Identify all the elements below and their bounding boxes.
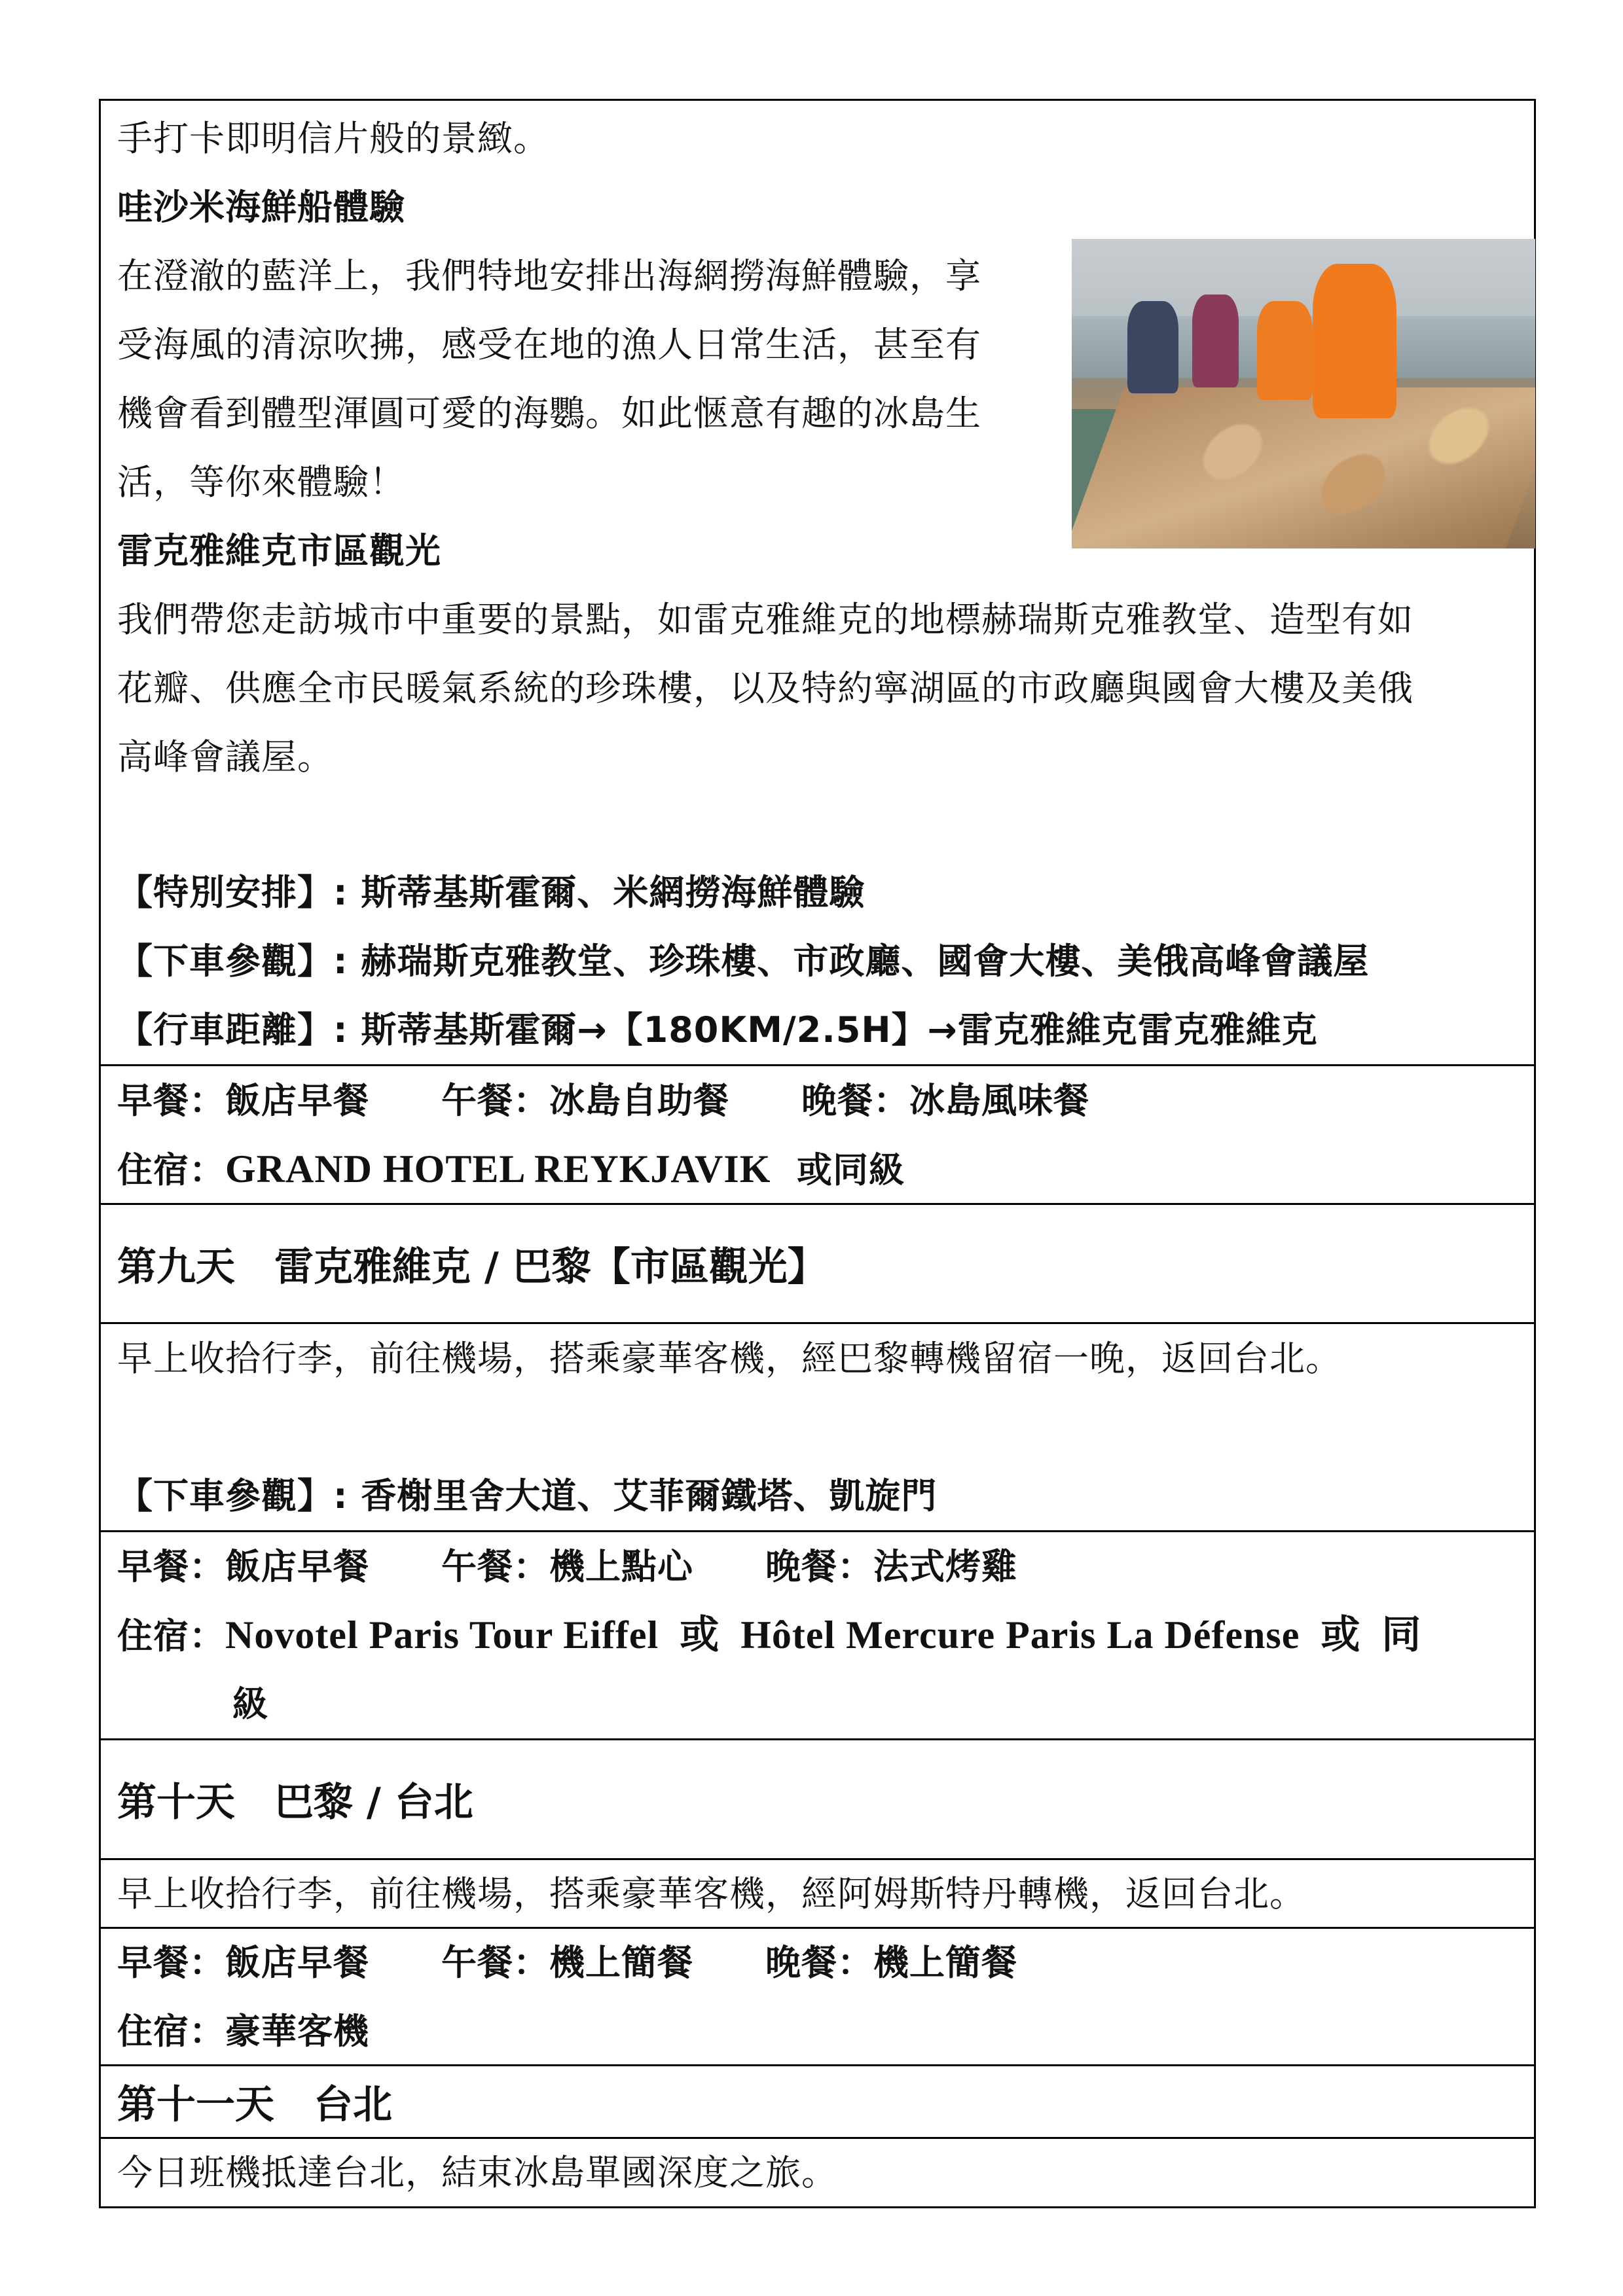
seafood-line: 活，等你來體驗！	[117, 461, 405, 503]
meals: 早餐：飯店早餐 午餐：機上點心 晚餐：法式烤雞	[117, 1546, 1017, 1587]
hotel-suffix: 或同級	[771, 1149, 905, 1191]
day9-meals-cell	[101, 1530, 1534, 1738]
driving-distance: 【行車距離】: 斯蒂基斯霍爾→【180KM/2.5H】→雷克雅維克雷克雅維克	[117, 1009, 1318, 1050]
meals: 早餐：飯店早餐 午餐：冰島自助餐 晚餐：冰島風味餐	[117, 1079, 1089, 1121]
city-line: 花瓣、供應全市民暖氣系統的珍珠樓，以及特約寧湖區的市政廳與國會大樓及美俄	[117, 668, 1413, 709]
day9-details-cell	[101, 1322, 1534, 1530]
day10-meals-cell	[101, 1927, 1534, 2064]
hotel-continued: 級	[232, 1683, 268, 1725]
day10-description: 早上收拾行李，前往機場，搭乘豪華客機，經阿姆斯特丹轉機，返回台北。	[117, 1873, 1305, 1914]
hotel-label: 住宿：	[117, 1149, 225, 1191]
day9-header	[101, 1203, 1534, 1322]
hotel-name: Novotel Paris Tour Eiffel 或 Hôtel Mercure Paris La Défense 或 同	[225, 1613, 1422, 1657]
hotel: 住宿：豪華客機	[117, 2010, 369, 2052]
city-tour-title: 雷克雅維克市區觀光	[117, 530, 441, 571]
day9-title: 第九天 雷克雅維克 / 巴黎【市區觀光】	[117, 1244, 827, 1290]
seafood-boat-photo	[1072, 239, 1535, 548]
day8-details-cell	[101, 101, 1534, 1064]
hotel	[117, 1601, 1534, 1670]
seafood-title: 哇沙米海鮮船體驗	[117, 187, 405, 228]
seafood-line: 在澄澈的藍洋上，我們特地安排出海網撈海鮮體驗，享	[117, 255, 981, 296]
day9-description: 早上收拾行李，前往機場，搭乘豪華客機，經巴黎轉機留宿一晚，返回台北。	[117, 1338, 1341, 1379]
day10-details-cell	[101, 1858, 1534, 1927]
blank-line	[117, 791, 1534, 858]
day8-meals-cell	[101, 1064, 1534, 1203]
sightseeing-stops: 【下車參觀】: 赫瑞斯克雅教堂、珍珠樓、市政廳、國會大樓、美俄高峰會議屋	[117, 941, 1370, 982]
city-line: 我們帶您走訪城市中重要的景點，如雷克雅維克的地標赫瑞斯克雅教堂、造型有如	[117, 599, 1413, 640]
hotel-name: GRAND HOTEL REYKJAVIK	[225, 1147, 771, 1191]
meals: 早餐：飯店早餐 午餐：機上簡餐 晚餐：機上簡餐	[117, 1941, 1017, 1983]
seafood-line: 受海風的清涼吹拂，感受在地的漁人日常生活，甚至有	[117, 324, 981, 365]
intro-text: 手打卡即明信片般的景緻。	[117, 118, 549, 159]
hotel	[117, 1135, 1534, 1204]
blank-line	[117, 1393, 1534, 1462]
seafood-line: 機會看到體型渾圓可愛的海鸚。如此愜意有趣的冰島生	[117, 393, 981, 434]
day10-header	[101, 1738, 1534, 1858]
day11-description: 今日班機抵達台北，結束冰島單國深度之旅。	[117, 2152, 837, 2193]
itinerary-table	[99, 99, 1536, 2208]
city-line: 高峰會議屋。	[117, 736, 333, 778]
day10-title: 第十天 巴黎 / 台北	[117, 1780, 473, 1825]
day11-title: 第十一天 台北	[117, 2082, 392, 2128]
day11-header	[101, 2064, 1534, 2137]
day9-sightseeing-stops: 【下車參觀】: 香榭里舍大道、艾菲爾鐵塔、凱旋門	[117, 1475, 938, 1516]
special-arrangement: 【特別安排】: 斯蒂基斯霍爾、米網撈海鮮體驗	[117, 872, 866, 913]
hotel-label: 住宿：	[117, 1615, 225, 1657]
day11-details-cell	[101, 2137, 1534, 2206]
